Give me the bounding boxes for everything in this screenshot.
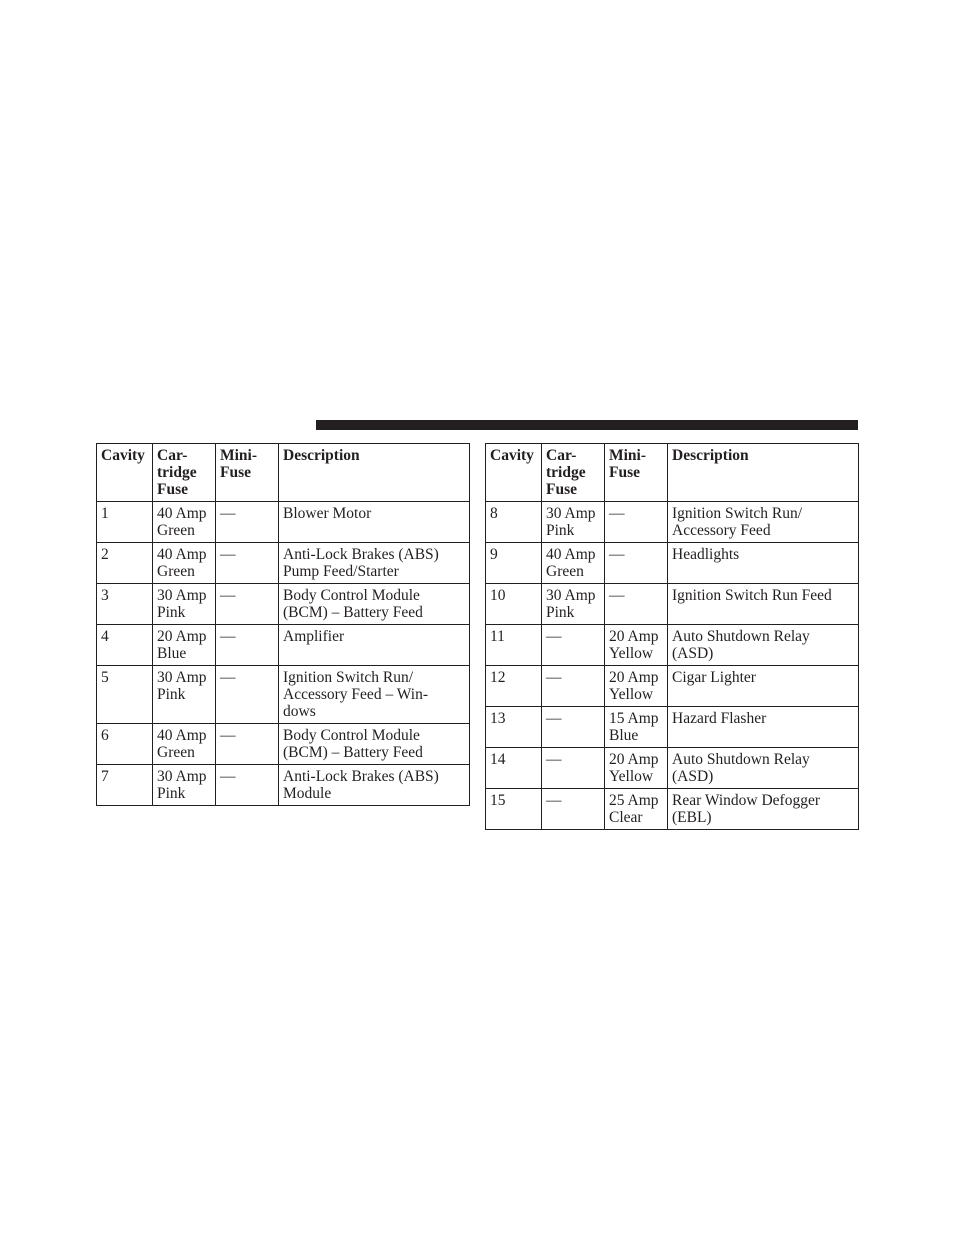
cartridge-cell: 30 Amp Pink — [153, 584, 216, 625]
cavity-cell: 8 — [486, 502, 542, 543]
table-row — [97, 724, 470, 765]
header-cartridge-fuse: Car- tridge Fuse — [153, 444, 216, 502]
header-description: Description — [279, 444, 470, 502]
fuse-table-left — [96, 443, 470, 806]
cartridge-cell: — — [542, 707, 605, 748]
cavity-cell: 2 — [97, 543, 153, 584]
mini-fuse-cell: — — [216, 666, 279, 724]
cavity-cell: 12 — [486, 666, 542, 707]
table-row — [486, 707, 859, 748]
mini-fuse-cell: — — [605, 502, 668, 543]
table-row — [97, 666, 470, 724]
description-cell: Anti-Lock Brakes (ABS) Pump Feed/Starter — [279, 543, 470, 584]
table-row — [486, 748, 859, 789]
cartridge-cell: — — [542, 789, 605, 830]
cavity-cell: 14 — [486, 748, 542, 789]
cavity-cell: 11 — [486, 625, 542, 666]
mini-fuse-cell: 15 Amp Blue — [605, 707, 668, 748]
table-body — [97, 502, 470, 806]
table-row — [97, 765, 470, 806]
table-row — [486, 625, 859, 666]
header-cavity: Cavity — [486, 444, 542, 502]
header-cavity: Cavity — [97, 444, 153, 502]
mini-fuse-cell: — — [605, 543, 668, 584]
description-cell: Ignition Switch Run/ Accessory Feed – Win- dows — [279, 666, 470, 724]
mini-fuse-cell: 25 Amp Clear — [605, 789, 668, 830]
cavity-cell: 13 — [486, 707, 542, 748]
fuse-table-right — [485, 443, 859, 830]
cartridge-cell: 30 Amp Pink — [542, 584, 605, 625]
cartridge-cell: 30 Amp Pink — [153, 765, 216, 806]
description-cell: Body Control Module (BCM) – Battery Feed — [279, 724, 470, 765]
description-cell: Amplifier — [279, 625, 470, 666]
cavity-cell: 6 — [97, 724, 153, 765]
header-cartridge-fuse: Car- tridge Fuse — [542, 444, 605, 502]
description-cell: Headlights — [668, 543, 859, 584]
table-row — [486, 543, 859, 584]
cavity-cell: 1 — [97, 502, 153, 543]
cartridge-cell: 30 Amp Pink — [153, 666, 216, 724]
table-row — [486, 666, 859, 707]
cartridge-cell: — — [542, 625, 605, 666]
table-row — [486, 502, 859, 543]
cartridge-cell: 30 Amp Pink — [542, 502, 605, 543]
mini-fuse-cell: — — [216, 502, 279, 543]
table-body — [486, 502, 859, 830]
cavity-cell: 3 — [97, 584, 153, 625]
header-mini-fuse: Mini- Fuse — [216, 444, 279, 502]
description-cell: Rear Window Defogger (EBL) — [668, 789, 859, 830]
cartridge-cell: 40 Amp Green — [153, 724, 216, 765]
cavity-cell: 4 — [97, 625, 153, 666]
section-header-bar — [316, 420, 858, 430]
header-mini-fuse: Mini- Fuse — [605, 444, 668, 502]
description-cell: Auto Shutdown Relay (ASD) — [668, 625, 859, 666]
description-cell: Ignition Switch Run/ Accessory Feed — [668, 502, 859, 543]
cartridge-cell: — — [542, 666, 605, 707]
table-row — [97, 543, 470, 584]
description-cell: Anti-Lock Brakes (ABS) Module — [279, 765, 470, 806]
table-header-row — [486, 444, 859, 502]
table-row — [97, 502, 470, 543]
table-row — [97, 584, 470, 625]
mini-fuse-cell: — — [216, 625, 279, 666]
mini-fuse-cell: 20 Amp Yellow — [605, 666, 668, 707]
cavity-cell: 7 — [97, 765, 153, 806]
description-cell: Cigar Lighter — [668, 666, 859, 707]
cartridge-cell: 20 Amp Blue — [153, 625, 216, 666]
description-cell: Body Control Module (BCM) – Battery Feed — [279, 584, 470, 625]
cartridge-cell: 40 Amp Green — [153, 543, 216, 584]
cavity-cell: 5 — [97, 666, 153, 724]
table-row — [97, 625, 470, 666]
table-header-row — [97, 444, 470, 502]
mini-fuse-cell: 20 Amp Yellow — [605, 625, 668, 666]
cartridge-cell: 40 Amp Green — [153, 502, 216, 543]
cartridge-cell: 40 Amp Green — [542, 543, 605, 584]
cavity-cell: 9 — [486, 543, 542, 584]
cavity-cell: 15 — [486, 789, 542, 830]
mini-fuse-cell: — — [216, 765, 279, 806]
mini-fuse-cell: — — [216, 584, 279, 625]
description-cell: Ignition Switch Run Feed — [668, 584, 859, 625]
mini-fuse-cell: — — [216, 724, 279, 765]
description-cell: Blower Motor — [279, 502, 470, 543]
mini-fuse-cell: — — [216, 543, 279, 584]
table-row — [486, 789, 859, 830]
mini-fuse-cell: 20 Amp Yellow — [605, 748, 668, 789]
cavity-cell: 10 — [486, 584, 542, 625]
description-cell: Auto Shutdown Relay (ASD) — [668, 748, 859, 789]
table-row — [486, 584, 859, 625]
mini-fuse-cell: — — [605, 584, 668, 625]
header-description: Description — [668, 444, 859, 502]
cartridge-cell: — — [542, 748, 605, 789]
description-cell: Hazard Flasher — [668, 707, 859, 748]
